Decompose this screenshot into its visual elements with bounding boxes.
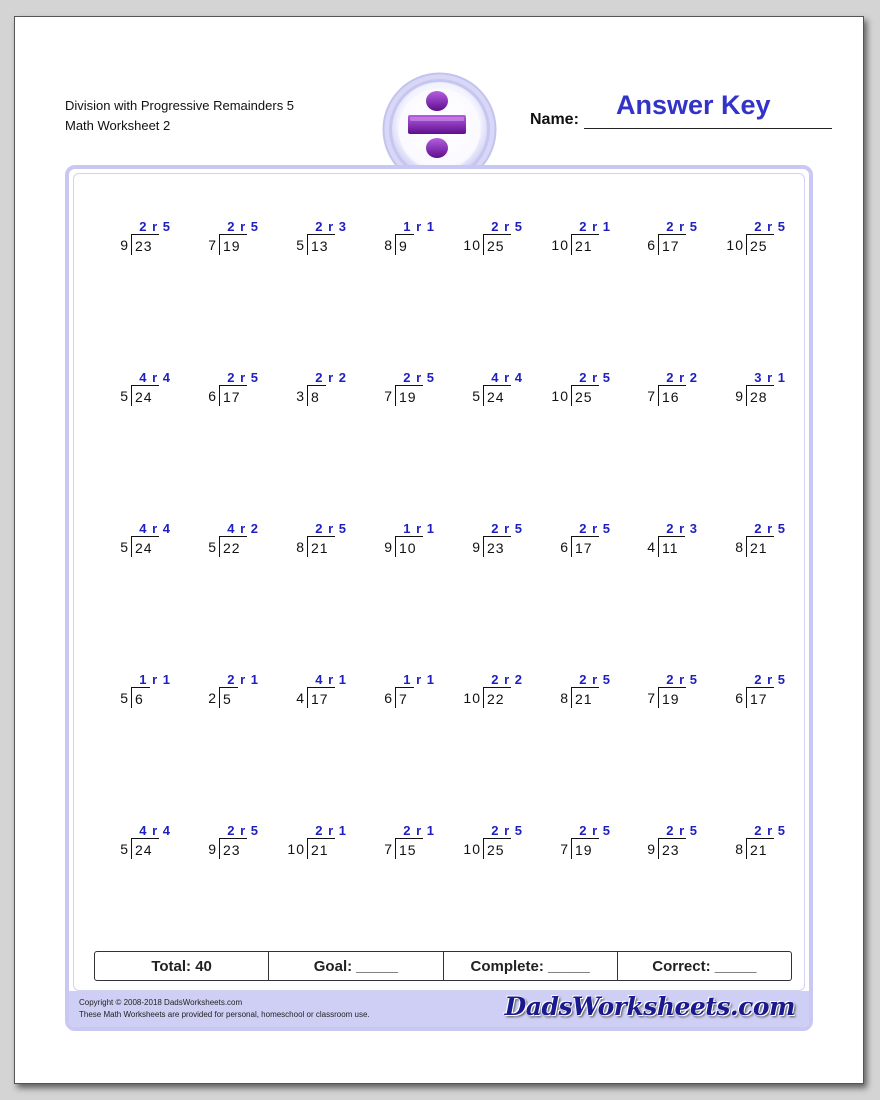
score-total: Total: 40 bbox=[95, 952, 269, 980]
problem-answer: 2 r 2 bbox=[315, 370, 347, 385]
problem-answer: 2 r 5 bbox=[754, 521, 786, 536]
problem-dividend: 13 bbox=[307, 234, 335, 255]
problem-answer: 2 r 1 bbox=[227, 672, 259, 687]
score-goal: Goal: _____ bbox=[269, 952, 443, 980]
problem-divisor: 6 bbox=[208, 388, 217, 404]
division-problem bbox=[363, 521, 437, 571]
problem-dividend: 17 bbox=[571, 536, 599, 557]
problem-frame bbox=[65, 165, 813, 1031]
problem-answer: 1 r 1 bbox=[403, 219, 435, 234]
title-line-1: Division with Progressive Remainders 5 bbox=[65, 98, 295, 113]
problem-dividend: 16 bbox=[658, 385, 686, 406]
usage-line: These Math Worksheets are provided for personal, homeschool or classroom use. bbox=[79, 1010, 370, 1019]
division-problem bbox=[187, 823, 261, 873]
problem-answer: 2 r 3 bbox=[666, 521, 698, 536]
problem-divisor: 9 bbox=[120, 237, 129, 253]
problem-answer: 2 r 1 bbox=[315, 823, 347, 838]
problem-dividend: 24 bbox=[131, 385, 159, 406]
division-problem bbox=[626, 672, 700, 722]
problem-dividend: 25 bbox=[746, 234, 774, 255]
problem-dividend: 19 bbox=[658, 687, 686, 708]
problem-dividend: 25 bbox=[571, 385, 599, 406]
problem-divisor: 5 bbox=[120, 388, 129, 404]
copyright-line: Copyright © 2008-2018 DadsWorksheets.com bbox=[79, 998, 243, 1007]
division-problem bbox=[714, 521, 788, 571]
problem-answer: 4 r 4 bbox=[139, 521, 171, 536]
division-problem bbox=[99, 370, 173, 420]
problem-dividend: 19 bbox=[219, 234, 247, 255]
problem-dividend: 17 bbox=[219, 385, 247, 406]
division-problem bbox=[539, 521, 613, 571]
problem-divisor: 8 bbox=[296, 539, 305, 555]
score-complete: Complete: _____ bbox=[444, 952, 618, 980]
problem-answer: 2 r 1 bbox=[579, 219, 611, 234]
name-field bbox=[530, 90, 832, 129]
division-problem bbox=[275, 521, 349, 571]
problem-answer: 2 r 2 bbox=[491, 672, 523, 687]
problem-divisor: 9 bbox=[384, 539, 393, 555]
answer-key-label: Answer Key bbox=[616, 90, 771, 120]
division-problem bbox=[451, 823, 525, 873]
problem-dividend: 23 bbox=[658, 838, 686, 859]
problem-divisor: 4 bbox=[296, 690, 305, 706]
problem-dividend: 28 bbox=[746, 385, 774, 406]
problem-divisor: 3 bbox=[296, 388, 305, 404]
problem-divisor: 10 bbox=[726, 237, 744, 253]
problem-dividend: 25 bbox=[483, 838, 511, 859]
division-problem bbox=[451, 219, 525, 269]
problem-answer: 2 r 5 bbox=[491, 823, 523, 838]
division-problem bbox=[275, 672, 349, 722]
problem-divisor: 7 bbox=[647, 690, 656, 706]
problem-divisor: 9 bbox=[647, 841, 656, 857]
problem-dividend: 21 bbox=[571, 234, 599, 255]
problem-dividend: 10 bbox=[395, 536, 423, 557]
division-problem bbox=[363, 370, 437, 420]
division-problem bbox=[539, 370, 613, 420]
problem-answer: 2 r 5 bbox=[491, 219, 523, 234]
problem-dividend: 11 bbox=[658, 536, 685, 557]
problem-answer: 1 r 1 bbox=[403, 521, 435, 536]
division-problem bbox=[99, 521, 173, 571]
problem-answer: 2 r 2 bbox=[666, 370, 698, 385]
problem-answer: 4 r 4 bbox=[139, 370, 171, 385]
problem-divisor: 7 bbox=[647, 388, 656, 404]
problem-divisor: 8 bbox=[735, 841, 744, 857]
problem-dividend: 21 bbox=[746, 838, 774, 859]
problem-dividend: 21 bbox=[746, 536, 774, 557]
problem-divisor: 9 bbox=[208, 841, 217, 857]
problem-answer: 2 r 5 bbox=[666, 823, 698, 838]
problem-dividend: 9 bbox=[395, 234, 414, 255]
title-line-2: Math Worksheet 2 bbox=[65, 118, 171, 133]
division-problem bbox=[626, 370, 700, 420]
problem-answer: 2 r 3 bbox=[315, 219, 347, 234]
score-correct: Correct: _____ bbox=[652, 957, 757, 975]
problem-answer: 2 r 5 bbox=[579, 521, 611, 536]
division-problem bbox=[363, 219, 437, 269]
problem-answer: 2 r 5 bbox=[579, 823, 611, 838]
problem-answer: 2 r 5 bbox=[666, 219, 698, 234]
problem-dividend: 23 bbox=[131, 234, 159, 255]
footer-band bbox=[69, 991, 809, 1027]
problem-divisor: 8 bbox=[735, 539, 744, 555]
problem-divisor: 6 bbox=[647, 237, 656, 253]
division-problem bbox=[363, 823, 437, 873]
problem-divisor: 7 bbox=[208, 237, 217, 253]
problem-area bbox=[73, 173, 805, 991]
problem-answer: 1 r 1 bbox=[139, 672, 171, 687]
division-problem bbox=[187, 672, 261, 722]
problem-dividend: 25 bbox=[483, 234, 511, 255]
problem-divisor: 5 bbox=[120, 539, 129, 555]
problem-answer: 2 r 5 bbox=[227, 370, 259, 385]
problem-divisor: 6 bbox=[384, 690, 393, 706]
problem-divisor: 2 bbox=[208, 690, 217, 706]
problem-divisor: 4 bbox=[647, 539, 656, 555]
problem-dividend: 21 bbox=[307, 838, 335, 859]
division-problem bbox=[187, 521, 261, 571]
problem-dividend: 19 bbox=[571, 838, 599, 859]
division-problem bbox=[626, 521, 700, 571]
name-line bbox=[584, 128, 832, 129]
problem-divisor: 7 bbox=[384, 841, 393, 857]
problem-dividend: 17 bbox=[658, 234, 686, 255]
problem-dividend: 7 bbox=[395, 687, 414, 708]
problem-divisor: 6 bbox=[560, 539, 569, 555]
problem-divisor: 5 bbox=[296, 237, 305, 253]
name-label: Name: bbox=[530, 111, 579, 128]
score-table bbox=[94, 951, 792, 981]
problem-divisor: 10 bbox=[463, 690, 481, 706]
division-problem bbox=[539, 823, 613, 873]
problem-divisor: 5 bbox=[208, 539, 217, 555]
division-problem bbox=[539, 219, 613, 269]
problem-divisor: 5 bbox=[120, 690, 129, 706]
problem-divisor: 10 bbox=[463, 237, 481, 253]
division-problem bbox=[626, 823, 700, 873]
problem-divisor: 10 bbox=[551, 237, 569, 253]
problem-answer: 2 r 5 bbox=[403, 370, 435, 385]
problem-answer: 2 r 5 bbox=[491, 521, 523, 536]
division-problem bbox=[99, 219, 173, 269]
problem-divisor: 9 bbox=[472, 539, 481, 555]
dadsworksheets-logo: DadsWorksheets.com bbox=[504, 992, 795, 1021]
problem-dividend: 23 bbox=[219, 838, 247, 859]
problem-dividend: 22 bbox=[483, 687, 511, 708]
problem-answer: 4 r 4 bbox=[491, 370, 523, 385]
division-problem bbox=[99, 823, 173, 873]
problem-answer: 2 r 5 bbox=[227, 219, 259, 234]
division-problem bbox=[626, 219, 700, 269]
division-problem bbox=[451, 672, 525, 722]
problem-answer: 4 r 2 bbox=[227, 521, 259, 536]
problem-answer: 2 r 5 bbox=[754, 672, 786, 687]
problem-answer: 4 r 1 bbox=[315, 672, 347, 687]
division-problem bbox=[539, 672, 613, 722]
division-problem bbox=[714, 219, 788, 269]
problem-dividend: 5 bbox=[219, 687, 238, 708]
problem-answer: 2 r 5 bbox=[666, 672, 698, 687]
problem-dividend: 22 bbox=[219, 536, 247, 557]
problem-answer: 2 r 5 bbox=[579, 370, 611, 385]
problem-divisor: 5 bbox=[120, 841, 129, 857]
division-problem bbox=[714, 823, 788, 873]
division-problem bbox=[714, 672, 788, 722]
problem-divisor: 10 bbox=[287, 841, 305, 857]
problem-answer: 2 r 5 bbox=[754, 823, 786, 838]
division-problem bbox=[363, 672, 437, 722]
division-problem bbox=[451, 370, 525, 420]
problem-divisor: 7 bbox=[384, 388, 393, 404]
problem-divisor: 7 bbox=[560, 841, 569, 857]
division-problem bbox=[275, 370, 349, 420]
problem-answer: 2 r 1 bbox=[403, 823, 435, 838]
problem-answer: 2 r 5 bbox=[579, 672, 611, 687]
problem-dividend: 21 bbox=[307, 536, 335, 557]
division-problem bbox=[187, 219, 261, 269]
problem-divisor: 8 bbox=[384, 237, 393, 253]
problem-answer: 2 r 5 bbox=[139, 219, 171, 234]
problem-dividend: 19 bbox=[395, 385, 423, 406]
problem-dividend: 21 bbox=[571, 687, 599, 708]
problem-answer: 1 r 1 bbox=[403, 672, 435, 687]
problem-dividend: 17 bbox=[746, 687, 774, 708]
problem-answer: 2 r 5 bbox=[315, 521, 347, 536]
problem-answer: 4 r 4 bbox=[139, 823, 171, 838]
problem-divisor: 9 bbox=[735, 388, 744, 404]
division-problem bbox=[187, 370, 261, 420]
division-problem bbox=[99, 672, 173, 722]
problem-dividend: 6 bbox=[131, 687, 150, 708]
problem-dividend: 8 bbox=[307, 385, 326, 406]
problem-divisor: 10 bbox=[551, 388, 569, 404]
problem-divisor: 8 bbox=[560, 690, 569, 706]
division-problem bbox=[714, 370, 788, 420]
problem-answer: 3 r 1 bbox=[754, 370, 786, 385]
problem-answer: 2 r 5 bbox=[227, 823, 259, 838]
worksheet-page bbox=[14, 16, 864, 1084]
problem-dividend: 23 bbox=[483, 536, 511, 557]
division-problem bbox=[451, 521, 525, 571]
division-problem bbox=[275, 219, 349, 269]
problem-dividend: 24 bbox=[483, 385, 511, 406]
problem-divisor: 6 bbox=[735, 690, 744, 706]
problem-answer: 2 r 5 bbox=[754, 219, 786, 234]
problem-divisor: 5 bbox=[472, 388, 481, 404]
problem-dividend: 15 bbox=[395, 838, 423, 859]
problem-divisor: 10 bbox=[463, 841, 481, 857]
problem-dividend: 17 bbox=[307, 687, 335, 708]
problem-dividend: 24 bbox=[131, 536, 159, 557]
problem-dividend: 24 bbox=[131, 838, 159, 859]
worksheet-title bbox=[65, 96, 294, 136]
copyright-text bbox=[79, 997, 370, 1021]
division-problem bbox=[275, 823, 349, 873]
